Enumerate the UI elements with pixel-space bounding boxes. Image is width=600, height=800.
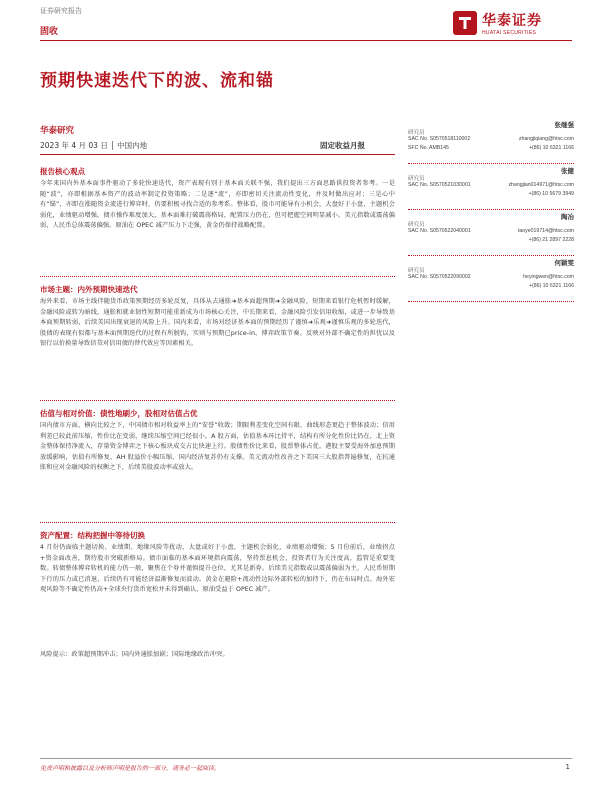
company-logo — [452, 8, 572, 48]
analyst-sfc: SFC No. AMB145 — [408, 145, 449, 151]
report-title: 预期快速迭代下的波、流和锚 — [40, 71, 274, 91]
report-type: 固定收益月报 — [320, 141, 365, 150]
analyst-role: 研究员 — [408, 130, 425, 136]
header-divider — [40, 40, 572, 41]
report-category-label: 证券研究报告 — [40, 7, 82, 15]
analyst-phone: +(86) 21 2897 2228 — [528, 237, 574, 243]
analyst-phone: +(86) 10 6321 1166 — [528, 145, 574, 151]
analyst-card — [408, 210, 574, 256]
logo-english: HUATAI SECURITIES — [482, 30, 537, 36]
risk-warning — [40, 650, 395, 661]
analyst-name: 张健 — [561, 167, 574, 175]
analyst-email[interactable]: zhangjiqiang@htsc.com — [518, 136, 574, 142]
report-date: 2023 年 4 月 03 日 │ 中国内地 — [40, 141, 148, 150]
section-heading: 估值与相对价值：债性地刷少，股相对估值占优 — [40, 409, 198, 418]
page-number: 1 — [565, 763, 570, 771]
research-org: 华泰研究 — [40, 126, 75, 136]
analyst-email[interactable]: zhangjian014971@htsc.com — [508, 182, 574, 188]
section-body: 国内债市方面，横向比较之下，中国债市相对收益率上的“安誉”收敛；期限利差变化空间有限，曲线形态更趋于整体波动；信用利差已较此前压缩，性价比在变弱，继续压缩空间已经很小。A 股方面，估值基本环比持平，结构有所分化性价比仍在，北上资金整体保持净流入，存量资金博弈之下核心板块成交占比快速上行。股债性价比来看，股票整体占优。港股主要受海外加息预期放缓影响，估值有所修复，AH 股溢价小幅压缩，国内经济复苏仍有支撑。美元流动性改善之下美国三大股指普遍修复，在抗通胀和应对金融风险的权衡之下，后续美股波动率或放大。 — [40, 422, 395, 472]
risk-warning-text: 风险提示：政策超预期冲击；国内外通胀加剧；国际地缘政治冲突。 — [40, 651, 229, 658]
analyst-name: 张继强 — [554, 121, 574, 129]
section-body: 今年来国内外基本面事件驱动了多轮快速迭代，资产表现有别于基本面关联不强，我们提出三方面思路供投资者参考。一是随“波”，亦即根据基本资产的波动率制定投资策略；二是逐“流”，亦即密切关注流动性变化，并及时做出应对；三是心中有“锚”，亦即在涨随资金流进行博弈时，仍要积极寻找合适的参考系。整体看，股市可能导有小机会，大盘好于小盘，主题机会弱化，业绩驱动增强。债市操作难度加大，基本面难打破震荡格局，配置压力仍在，但可把握空间明显减小。美元指数或震荡偏弱，人民币总体震荡偏强。原油在 OPEC 减产压力下走强，黄金仍保持战略配置。 — [40, 180, 395, 230]
huatai-logo-icon — [452, 10, 478, 36]
analyst-sac: SAC No. S0570521030001 — [408, 182, 471, 188]
logo-chinese: 华泰证券 — [482, 13, 542, 29]
meta-divider — [40, 154, 395, 155]
analyst-card — [408, 164, 574, 210]
analyst-phone: +(86) 10 5679 3949 — [528, 191, 574, 197]
section-market-theme — [40, 284, 395, 350]
analyst-sac: SAC No. S0570518110002 — [408, 136, 471, 142]
analyst-role: 研究员 — [408, 222, 425, 228]
analyst-name: 何颖雯 — [554, 259, 574, 267]
analyst-phone: +(86) 10 6321 1166 — [528, 283, 574, 289]
footer-divider — [40, 758, 572, 759]
analyst-name: 陶冶 — [561, 213, 574, 221]
section-heading: 市场主题：内外预期快速迭代 — [40, 285, 138, 294]
section-heading: 资产配置：结构把握中等待切换 — [40, 531, 145, 540]
analyst-email[interactable]: heyingwen@htsc.com — [523, 274, 574, 280]
section-divider — [40, 522, 395, 523]
section-divider — [40, 276, 395, 277]
section-body: 海外来看，市场主线伴随货币政策预期经历多轮反复，具体从去通胀➜基本面超预期➜金融风险，短期来看银行危机暂时缓解，金融风险或转为暗线，通胀和就业韧性短期可能重新成为市场核心关注，中长期来看，金融风险引发信用收缩，或进一步导致基本面预期转弱，后续美国出现衰退的风险上升。国内来看，市场对经济基本面的预期经历了谨慎➜乐观➜谨慎乐观的多轮迭代，股债的表现有似都与基本面预期迭代的过程有所脱钩，实则与预期已price-in、博弈政策节奏、反映对外部不确定性的担忧以及银行以价换量导致信贷对信用债的替代效应等因素相关。 — [40, 298, 395, 348]
analyst-sac: SAC No. S0570522090002 — [408, 274, 471, 280]
analyst-role: 研究员 — [408, 268, 425, 274]
section-asset-allocation — [40, 530, 395, 596]
section-valuation — [40, 408, 395, 474]
section-tag: 固收 — [40, 27, 59, 37]
section-heading: 报告核心观点 — [40, 167, 85, 176]
section-body: 4 月份仍面临主题切换、业绩期、地缘风险等扰动，大盘或好于小盘，主题机会弱化，业绩驱动增强；5 月份前后，业绩拐点+资金面改善，期待股市突破新格局。债市面临的基本面环境指向震荡，坚持票息机会，投资者行为关注度高，监管是重要变数。转债整体博弈转机的能力仍一般，聚焦在个券并谨慎提升仓位，尤其是新券。后续美元指数或以震荡偏弱为主，人民币短期下行的压力或已消退，后续仍有可能经济温渐修复而波动。黄金在避险+流动性边际外部转松的加持下，仍在布局时点。海外宏观风险等不确定性仍高+全球央行货币宽松并未得到确认，原油受益于 OPEC 减产。 — [40, 544, 395, 594]
analyst-card — [408, 118, 574, 164]
analyst-card — [408, 256, 574, 302]
analyst-sac: SAC No. S0570522040001 — [408, 228, 471, 234]
analyst-email[interactable]: taoye019714@htsc.com — [517, 228, 574, 234]
section-divider — [40, 400, 395, 401]
analyst-role: 研究员 — [408, 176, 425, 182]
disclaimer-note: 免责声明和披露以及分析师声明是报告的一部分，请务必一起阅读。 — [40, 765, 221, 772]
section-core-views — [40, 166, 395, 232]
analyst-panel — [408, 118, 574, 302]
